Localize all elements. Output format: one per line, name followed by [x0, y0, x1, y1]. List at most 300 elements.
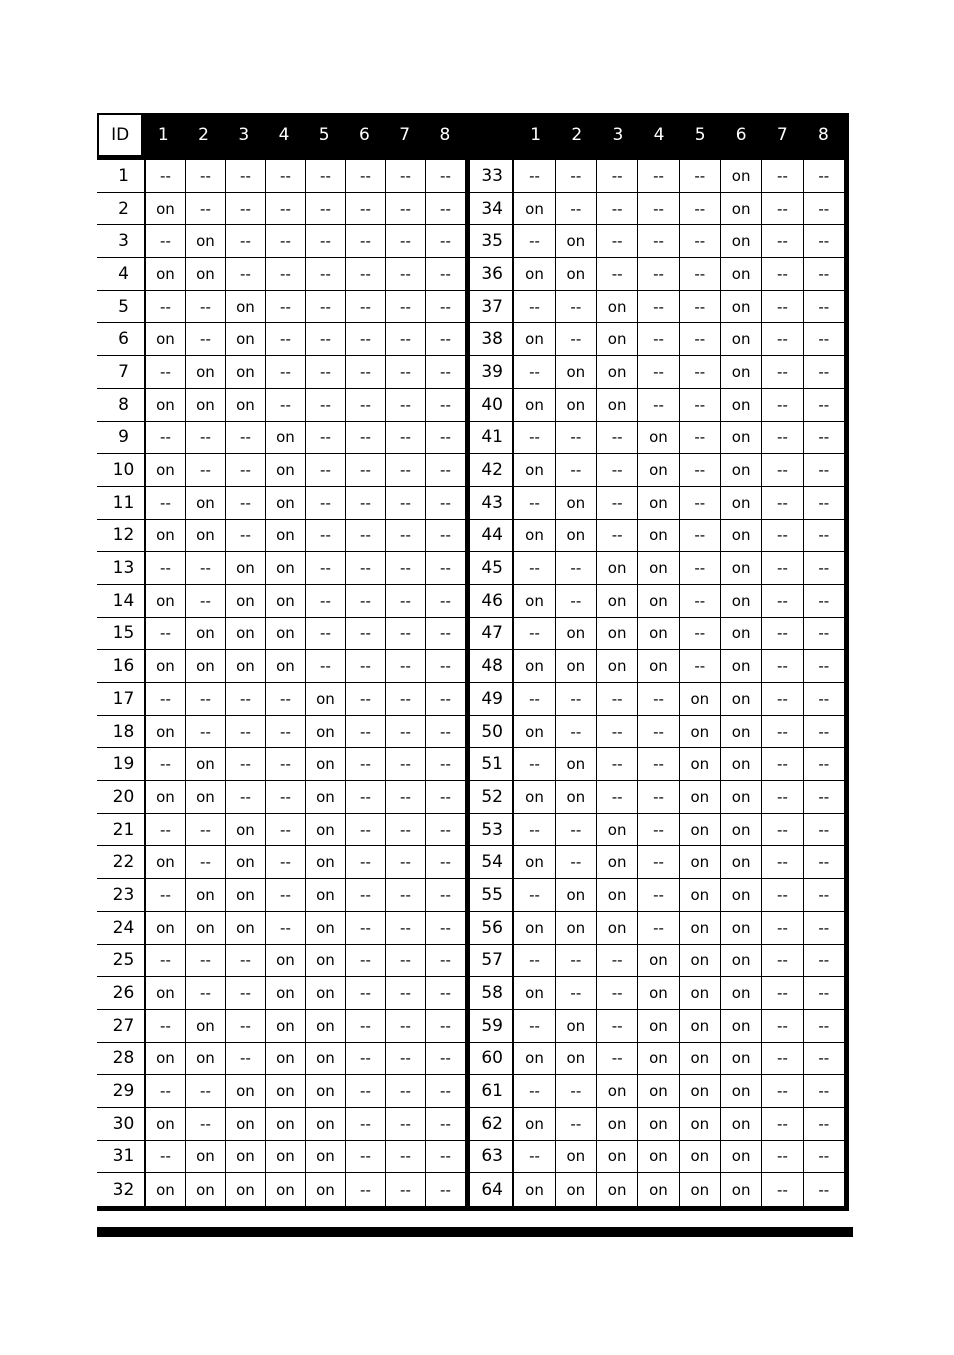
row-id-cell: 45	[472, 552, 514, 584]
switch-state-cell: --	[266, 814, 306, 846]
switch-state-cell: --	[226, 193, 266, 225]
switch-state-cell: on	[514, 1173, 555, 1206]
row-id-cell: 38	[472, 323, 514, 355]
row-id-cell: 56	[472, 912, 514, 944]
table-row	[470, 1010, 844, 1043]
switch-state-cell: on	[638, 1108, 679, 1140]
header-cell: 8	[439, 125, 451, 145]
switch-state-cell: on	[597, 356, 638, 388]
switch-state-cell: on	[186, 1141, 226, 1173]
switch-state-cell: --	[306, 454, 346, 486]
switch-state-cell: on	[721, 422, 762, 454]
switch-state-cell: on	[680, 977, 721, 1009]
row-id-cell: 6	[103, 323, 146, 355]
table-row	[470, 291, 844, 324]
switch-state-cell: on	[721, 193, 762, 225]
switch-state-cell: on	[721, 814, 762, 846]
header-cell: 6	[359, 125, 370, 145]
switch-state-cell: on	[638, 487, 679, 519]
switch-state-cell: --	[597, 520, 638, 552]
switch-state-cell: on	[306, 1108, 346, 1140]
row-id-cell: 44	[472, 520, 514, 552]
switch-state-cell: --	[226, 225, 266, 257]
table-row	[97, 1075, 465, 1108]
switch-state-cell: --	[346, 1173, 386, 1206]
switch-state-cell: on	[721, 585, 762, 617]
switch-state-cell: --	[146, 552, 186, 584]
switch-state-cell: --	[146, 422, 186, 454]
switch-state-cell: on	[266, 552, 306, 584]
table-row	[470, 389, 844, 422]
switch-state-cell: --	[266, 716, 306, 748]
table-right-half	[470, 113, 844, 1211]
switch-state-cell: --	[638, 356, 679, 388]
switch-state-cell: --	[556, 454, 597, 486]
switch-state-cell: on	[186, 1173, 226, 1206]
switch-state-cell: --	[266, 389, 306, 421]
switch-state-cell: --	[186, 160, 226, 192]
switch-state-cell: --	[762, 683, 803, 715]
switch-state-cell: --	[186, 454, 226, 486]
switch-state-cell: on	[306, 683, 346, 715]
row-id-cell: 64	[472, 1173, 514, 1206]
switch-state-cell: on	[556, 487, 597, 519]
switch-state-cell: on	[556, 748, 597, 780]
switch-state-cell: --	[818, 330, 830, 349]
row-id-cell: 8	[103, 389, 146, 421]
switch-state-cell: on	[597, 585, 638, 617]
row-id-cell: 7	[103, 356, 146, 388]
row-id-cell: 10	[103, 454, 146, 486]
row-id-cell: 63	[472, 1141, 514, 1173]
row-id-cell: 11	[103, 487, 146, 519]
switch-state-cell: --	[514, 683, 555, 715]
switch-state-cell: on	[597, 291, 638, 323]
switch-state-cell: --	[597, 781, 638, 813]
switch-state-cell: on	[680, 1010, 721, 1042]
table-row	[97, 683, 465, 716]
row-id-cell: 22	[103, 846, 146, 878]
row-id-cell: 60	[472, 1043, 514, 1075]
table-row	[470, 1075, 844, 1108]
switch-state-cell: --	[514, 814, 555, 846]
switch-state-cell: on	[146, 1173, 186, 1206]
switch-state-cell: on	[146, 585, 186, 617]
table-row	[97, 454, 465, 487]
switch-state-cell: --	[386, 912, 426, 944]
switch-state-cell: on	[266, 520, 306, 552]
switch-state-cell: --	[818, 526, 830, 545]
table-row	[97, 1141, 465, 1174]
row-id-cell: 62	[472, 1108, 514, 1140]
switch-state-cell: --	[346, 422, 386, 454]
table-row	[97, 389, 465, 422]
switch-state-cell: --	[638, 323, 679, 355]
table-row	[470, 323, 844, 356]
switch-state-cell: --	[762, 879, 803, 911]
row-id-cell: 40	[472, 389, 514, 421]
switch-state-cell: --	[346, 1075, 386, 1107]
table-row	[97, 225, 465, 258]
table-row	[97, 193, 465, 226]
switch-state-cell: --	[440, 395, 451, 414]
row-id-cell: 30	[103, 1108, 146, 1140]
row-id-cell: 27	[103, 1010, 146, 1042]
switch-state-cell: on	[680, 945, 721, 977]
switch-state-cell: on	[186, 781, 226, 813]
table-row	[97, 323, 465, 356]
row-id-cell: 25	[103, 945, 146, 977]
switch-state-cell: --	[638, 258, 679, 290]
switch-state-cell: --	[638, 225, 679, 257]
switch-state-cell: --	[440, 232, 451, 251]
switch-state-cell: --	[186, 683, 226, 715]
switch-state-cell: on	[146, 1108, 186, 1140]
header-cell: 3	[612, 125, 624, 145]
switch-state-cell: --	[440, 657, 451, 676]
switch-state-cell: on	[186, 225, 226, 257]
switch-state-cell: on	[266, 945, 306, 977]
switch-state-cell: --	[386, 945, 426, 977]
switch-state-cell: --	[346, 945, 386, 977]
switch-state-cell: --	[440, 199, 451, 218]
switch-state-cell: --	[514, 487, 555, 519]
switch-state-cell: --	[386, 520, 426, 552]
switch-state-cell: --	[306, 258, 346, 290]
switch-state-cell: on	[226, 323, 266, 355]
header-cell: 2	[198, 125, 209, 145]
switch-state-cell: on	[514, 323, 555, 355]
switch-state-cell: --	[597, 945, 638, 977]
row-id-cell: 43	[472, 487, 514, 519]
switch-state-cell: --	[146, 945, 186, 977]
switch-state-cell: --	[597, 225, 638, 257]
table-row	[470, 1043, 844, 1076]
switch-state-cell: --	[818, 853, 830, 872]
table-row	[97, 945, 465, 978]
switch-state-cell: on	[306, 846, 346, 878]
switch-state-cell: on	[226, 552, 266, 584]
switch-state-cell: --	[762, 716, 803, 748]
row-id-cell: 19	[103, 748, 146, 780]
switch-state-cell: --	[440, 526, 451, 545]
switch-state-cell: --	[514, 291, 555, 323]
switch-state-cell: --	[440, 984, 451, 1003]
switch-state-cell: --	[514, 356, 555, 388]
switch-state-cell: on	[226, 389, 266, 421]
switch-state-cell: --	[386, 225, 426, 257]
table-row	[470, 585, 844, 618]
switch-state-cell: on	[266, 454, 306, 486]
switch-state-cell: --	[146, 160, 186, 192]
switch-state-cell: on	[721, 1141, 762, 1173]
switch-state-cell: --	[186, 716, 226, 748]
switch-state-cell: --	[146, 225, 186, 257]
switch-state-cell: --	[762, 487, 803, 519]
switch-state-cell: --	[186, 814, 226, 846]
switch-state-cell: on	[556, 618, 597, 650]
header-cell: 2	[571, 125, 583, 145]
table-row	[470, 618, 844, 651]
switch-state-cell: on	[597, 1141, 638, 1173]
header-cell-id	[470, 113, 515, 157]
switch-state-cell: --	[818, 624, 830, 643]
switch-state-cell: --	[638, 193, 679, 225]
row-id-cell: 54	[472, 846, 514, 878]
switch-state-cell: on	[514, 585, 555, 617]
table-body-right	[470, 160, 844, 1206]
header-cell: 4	[278, 125, 290, 145]
switch-state-cell: --	[226, 1010, 266, 1042]
switch-state-cell: on	[266, 422, 306, 454]
table-row	[97, 1108, 465, 1141]
row-id-cell: 26	[103, 977, 146, 1009]
switch-state-cell: --	[440, 722, 451, 741]
switch-state-cell: on	[226, 650, 266, 682]
switch-state-cell: on	[721, 1075, 762, 1107]
switch-state-cell: on	[186, 520, 226, 552]
switch-state-cell: --	[226, 781, 266, 813]
switch-state-cell: --	[346, 879, 386, 911]
switch-state-cell: on	[266, 1141, 306, 1173]
switch-state-cell: --	[440, 820, 451, 839]
switch-state-cell: on	[680, 1108, 721, 1140]
table-row	[97, 552, 465, 585]
table-row	[97, 291, 465, 324]
switch-state-cell: --	[638, 814, 679, 846]
switch-state-cell: --	[306, 389, 346, 421]
switch-state-cell: --	[346, 323, 386, 355]
switch-state-cell: --	[440, 1016, 451, 1035]
switch-state-cell: --	[386, 748, 426, 780]
table-row	[470, 160, 844, 193]
switch-state-cell: on	[680, 1075, 721, 1107]
switch-state-cell: on	[721, 1010, 762, 1042]
switch-state-cell: --	[346, 389, 386, 421]
switch-state-cell: on	[514, 454, 555, 486]
switch-state-cell: --	[346, 1141, 386, 1173]
switch-state-cell: on	[146, 781, 186, 813]
row-id-cell: 50	[472, 716, 514, 748]
switch-state-cell: --	[818, 493, 830, 512]
switch-state-cell: --	[680, 356, 721, 388]
row-id-cell: 55	[472, 879, 514, 911]
switch-state-cell: --	[306, 193, 346, 225]
switch-state-cell: --	[638, 716, 679, 748]
switch-state-cell: on	[266, 618, 306, 650]
switch-state-cell: on	[680, 1173, 721, 1206]
switch-state-cell: on	[146, 520, 186, 552]
switch-state-cell: --	[762, 193, 803, 225]
switch-state-cell: on	[306, 814, 346, 846]
switch-state-cell: --	[762, 650, 803, 682]
switch-state-cell: --	[762, 748, 803, 780]
row-id-cell: 41	[472, 422, 514, 454]
switch-state-cell: on	[306, 1141, 346, 1173]
switch-state-cell: on	[721, 487, 762, 519]
switch-state-cell: on	[146, 977, 186, 1009]
switch-state-cell: on	[146, 1043, 186, 1075]
switch-state-cell: --	[514, 160, 555, 192]
switch-state-cell: --	[680, 487, 721, 519]
table-row	[470, 814, 844, 847]
switch-state-cell: --	[266, 748, 306, 780]
switch-state-cell: --	[597, 1010, 638, 1042]
switch-state-cell: on	[514, 193, 555, 225]
switch-state-cell: --	[146, 683, 186, 715]
switch-state-cell: --	[440, 493, 451, 512]
row-id-cell: 20	[103, 781, 146, 813]
row-id-cell: 14	[103, 585, 146, 617]
switch-state-cell: --	[597, 160, 638, 192]
switch-state-cell: --	[680, 585, 721, 617]
table-row	[470, 912, 844, 945]
switch-state-cell: --	[762, 1043, 803, 1075]
switch-state-cell: --	[597, 977, 638, 1009]
switch-state-cell: --	[440, 1049, 451, 1068]
switch-state-cell: on	[306, 1075, 346, 1107]
switch-state-cell: --	[440, 166, 451, 185]
switch-state-cell: on	[721, 1043, 762, 1075]
switch-state-cell: --	[638, 291, 679, 323]
switch-state-cell: --	[346, 683, 386, 715]
header-cell: 5	[694, 125, 706, 145]
switch-state-cell: --	[514, 618, 555, 650]
switch-state-cell: --	[386, 1141, 426, 1173]
switch-state-cell: --	[440, 264, 451, 283]
switch-state-cell: --	[306, 356, 346, 388]
switch-state-cell: on	[721, 552, 762, 584]
switch-state-cell: --	[514, 225, 555, 257]
switch-state-cell: on	[556, 879, 597, 911]
row-id-cell: 58	[472, 977, 514, 1009]
switch-state-cell: --	[556, 422, 597, 454]
switch-state-cell: --	[386, 552, 426, 584]
row-id-cell: 9	[103, 422, 146, 454]
switch-state-cell: --	[514, 945, 555, 977]
switch-state-cell: --	[762, 520, 803, 552]
switch-state-cell: on	[556, 912, 597, 944]
switch-state-cell: --	[597, 748, 638, 780]
switch-state-cell: --	[146, 879, 186, 911]
switch-state-cell: --	[556, 1075, 597, 1107]
table-row	[470, 1141, 844, 1174]
row-id-cell: 17	[103, 683, 146, 715]
switch-state-cell: --	[556, 193, 597, 225]
switch-state-cell: on	[306, 977, 346, 1009]
switch-state-cell: --	[597, 1043, 638, 1075]
switch-state-cell: --	[226, 945, 266, 977]
header-cell: 8	[818, 125, 829, 145]
switch-state-cell: on	[266, 1010, 306, 1042]
switch-state-cell: --	[266, 683, 306, 715]
row-id-cell: 24	[103, 912, 146, 944]
switch-state-cell: on	[186, 487, 226, 519]
switch-state-cell: --	[818, 657, 830, 676]
switch-state-cell: on	[186, 748, 226, 780]
switch-state-cell: --	[762, 160, 803, 192]
switch-state-cell: --	[818, 1114, 830, 1133]
table-row	[97, 716, 465, 749]
switch-state-cell: --	[818, 1049, 830, 1068]
switch-state-cell: on	[266, 1075, 306, 1107]
switch-state-cell: --	[680, 291, 721, 323]
switch-state-cell: --	[556, 323, 597, 355]
switch-state-cell: --	[556, 945, 597, 977]
switch-state-cell: --	[346, 1043, 386, 1075]
switch-state-cell: --	[638, 879, 679, 911]
switch-state-cell: on	[597, 879, 638, 911]
switch-state-cell: --	[680, 422, 721, 454]
switch-state-cell: --	[818, 362, 830, 381]
switch-state-cell: --	[638, 160, 679, 192]
switch-state-cell: --	[680, 650, 721, 682]
switch-state-cell: --	[514, 422, 555, 454]
switch-state-cell: on	[638, 1075, 679, 1107]
header-cell-id: ID	[97, 113, 143, 157]
switch-state-cell: on	[146, 389, 186, 421]
table-row	[97, 258, 465, 291]
table-row	[470, 356, 844, 389]
switch-state-cell: --	[762, 814, 803, 846]
switch-state-cell: on	[721, 650, 762, 682]
table-row	[470, 650, 844, 683]
switch-state-cell: on	[721, 356, 762, 388]
switch-state-cell: on	[186, 879, 226, 911]
switch-state-cell: on	[306, 879, 346, 911]
switch-state-cell: on	[638, 945, 679, 977]
switch-state-cell: --	[638, 683, 679, 715]
switch-state-cell: --	[306, 585, 346, 617]
switch-state-cell: on	[638, 618, 679, 650]
row-id-cell: 13	[103, 552, 146, 584]
table-row	[97, 1043, 465, 1076]
switch-state-cell: on	[638, 422, 679, 454]
switch-state-cell: on	[680, 781, 721, 813]
switch-state-cell: --	[146, 1075, 186, 1107]
switch-state-cell: --	[186, 291, 226, 323]
switch-state-cell: --	[556, 716, 597, 748]
switch-state-cell: --	[597, 487, 638, 519]
table-row	[97, 650, 465, 683]
switch-state-cell: on	[556, 1043, 597, 1075]
switch-state-cell: --	[346, 846, 386, 878]
table-row	[470, 945, 844, 978]
switch-state-cell: on	[721, 912, 762, 944]
switch-state-cell: --	[680, 258, 721, 290]
switch-state-cell: --	[818, 591, 830, 610]
table-row	[97, 487, 465, 520]
switch-state-cell: on	[680, 683, 721, 715]
switch-state-cell: --	[440, 461, 451, 480]
bottom-divider-bar	[97, 1227, 853, 1237]
switch-state-cell: on	[597, 618, 638, 650]
switch-state-cell: --	[226, 520, 266, 552]
switch-state-cell: on	[146, 454, 186, 486]
switch-state-cell: --	[346, 487, 386, 519]
switch-state-cell: --	[226, 748, 266, 780]
switch-state-cell: --	[266, 160, 306, 192]
switch-state-cell: --	[266, 323, 306, 355]
switch-state-cell: --	[597, 422, 638, 454]
row-id-cell: 33	[472, 160, 514, 192]
row-id-cell: 39	[472, 356, 514, 388]
switch-state-cell: --	[818, 264, 830, 283]
switch-state-cell: on	[721, 781, 762, 813]
switch-state-cell: --	[597, 193, 638, 225]
switch-state-cell: --	[762, 781, 803, 813]
table-row	[470, 781, 844, 814]
